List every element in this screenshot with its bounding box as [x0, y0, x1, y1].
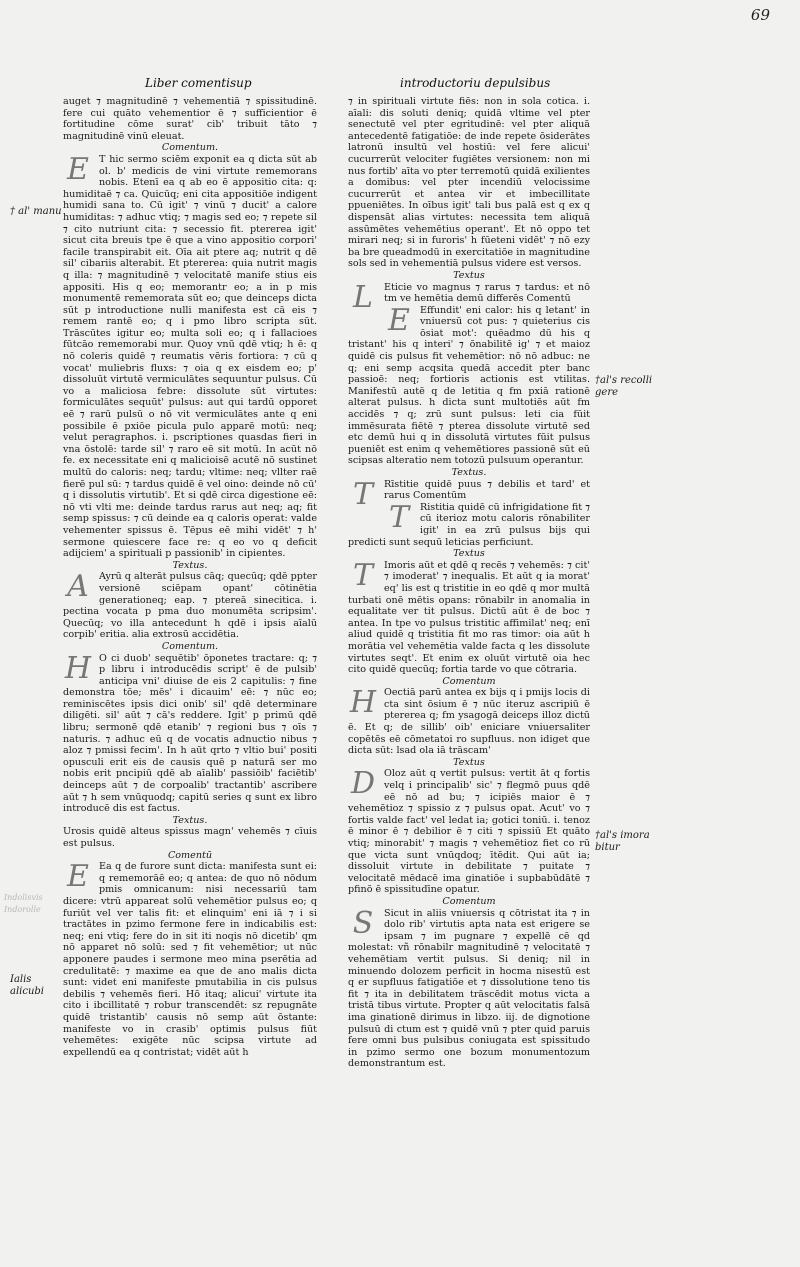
right-paragraph-6-text: Imoris aūt et qdē q recēs ⁊ vehemēs: ⁊ cit' ⁊ imoderat' ⁊ inequalis. Et aūt q ia morat' eq' lis est q tristitie in eo qdē q mor multā turbati onē mētis opans: rōnabilr in anomalia in equalitate ver tit pulsus. Dictū aūt ē de boc ⁊ antea. In tpe vo pulsus tristitic affimilat' neq; enī aliud quidē q tristitia fit mo ras timor: oia aūt h morātia vel vehemētia valde facta q les dissolute virtutes seqt'. Et enim ex oluūt virtutē oia hec cito quidē quecūq; fortia tarde vo que cōtraria.: [348, 559, 590, 676]
right-heading-textus-1: Textus: [453, 269, 485, 281]
right-paragraph-1: ⁊ in spirituali virtute fiēs: non in sola cotica. i. aīali: dis soluti deniq; quidā vltime vel pter senectutē vel pter egritudinē: vel pter aliquā antecedentē fatigatiōe: de inde repete ōsiderātes latronū insultū vel hostiū: vel fere alicui' cucurrerūt velociter fugiētes versionem: non mi nus fortib' aīta vo pter terremotū quidā exilientes a domibus: vel pter incendiū velocissime cucurrerūt et antea vir et imbecillitate ppueniētes. In oībus igit' tali bus palā est q ex q dispensāt alias virtutes: necessita tem aliquā assūmētes vehemētius operant'. Et nō oppo tet mirari neq; si in furoris' h fūeteni vidēt' ⁊ nō ezy ba bre queadmodū in exercitatiōe in magnitudine sols sed in vehementiā pulsus videre est versos.: [348, 96, 590, 270]
right-paragraph-6: [348, 557, 590, 676]
margin-note-right-2: †al's imora bitur: [595, 830, 650, 853]
left-paragraph-5: Urosis quidē alteus spissus magn' vehemēs ⁊ cīuis est pulsus.: [63, 826, 317, 849]
right-paragraph-9-text: Sicut in aliis vniuersis q cōtristat ita ⁊ in dolo rib' virtutis apta nata est erigere se ipsam ⁊ im pugnare ⁊ expellē cē qd molestat: vñ rōnabilr magnitudinē ⁊ velocitatē ⁊ vehemētiam vertit pulsus. Si deniq; nil in minuendo dolozem perficit in hocma nisestū est q er supfluus fatigatiōe et ⁊ dissolutione teno tis fit ⁊ ita in debilitatem trāscēdit motus victa a tristā tibus virtute. Propter q aūt velocitatis falsā ima ginationē dirimus in libzo. iij. de dignotione pulsuū di ctum est ⁊ quidē vnū ⁊ pter quid paruis fere omni bus pulsibus coniugata est spissitudo in pzimo sermo one bozum monumentozum demonstrantum est.: [348, 907, 590, 1070]
decorated-initial-E-2: E: [67, 859, 89, 895]
left-heading-textus-1: Textus.: [172, 559, 208, 571]
decorated-initial-D: D: [350, 766, 376, 802]
left-heading-comentum-1: Comentum.: [161, 142, 219, 154]
left-paragraph-2: [63, 151, 317, 560]
left-paragraph-4: [63, 650, 317, 815]
decorated-initial-H: H: [64, 650, 92, 686]
left-heading-comentum-2: Comentum.: [161, 640, 219, 652]
bleed-through-2: Indorolle: [4, 905, 41, 914]
decorated-initial-A: A: [67, 569, 89, 605]
right-paragraph-2-text: Eticie vo magnus ⁊ rarus ⁊ tardus: et nō tm ve hemētia demū differēs Comentū: [384, 281, 590, 305]
margin-note-left-1: † al' manu: [10, 206, 62, 217]
decorated-initial-T: T: [352, 476, 373, 512]
decorated-initial-H-2: H: [349, 685, 377, 721]
decorated-initial-S: S: [352, 905, 374, 941]
left-paragraph-3-text: Ayrū q alterāt pulsus cāq; quecūq; qdē ppter versionē sciēpam opant' cōtinētia generationeq; eap. ⁊ ptereā sinecitica. i. pectina vocata p pma duo monumēta scripsim'. Quecūq; vo illa antecedunt h qdē i ipsis aīalū corpib' eritia. alia extrosū accidētia.: [63, 571, 317, 641]
left-column: [63, 96, 317, 1058]
running-head-left: Liber comentisup: [145, 76, 252, 90]
right-paragraph-8: [348, 768, 590, 896]
decorated-initial-E: E: [67, 151, 89, 187]
left-paragraph-1: auget ⁊ magnitudinē ⁊ vehementiā ⁊ spissitudinē. fere cui quāto vehementior ē ⁊ sufficientior ē fortitudine cōme surat' cib' tribuit tāto ⁊ magnitudinē vinū eleuat.: [63, 96, 317, 142]
right-paragraph-5: [348, 499, 590, 548]
folio-number: 69: [750, 6, 770, 24]
left-paragraph-6: [63, 861, 317, 1058]
margin-note-left-2: Ialis alicubi: [10, 974, 44, 997]
right-heading-textus-4: Textus: [453, 756, 485, 768]
left-paragraph-2-text: T hic sermo sciēm exponit ea q dicta sūt ab ol. b' medicis de vini virtute rememorans nobis. Etenī ea q ab eo ē appositio cita: q: humiditaē ⁊ ca. Quicūq; eni cita appositiōe indigent humidi sana to. Cū igit' ⁊ vinū ⁊ ducit' a calore humiditas: ⁊ adhuc vtiq; ⁊ magis sed eo; ⁊ repete sil ⁊ cito nutriunt cita: ⁊ secessio fit. ptererea igit' sicut cita breuis tpe ē que a vino appositio corpori' facile transpirabit eit. Oīa ait ptere aq; nutrit q dē sil' cibariis alterabit. Et ptererea: quia nutrit magis q illa: ⁊ magnitudinē ⁊ velocitatē manife stius eis appositi. His q eo; memorantr eo; a in p mis monumentē rememorata sūt eo; que deinceps dicta sūt p introductione nulli manifesta est cā eis ⁊ remem rantē eo; q i pmo libro scripta sūt. Trāscūtes igitur eo; multa soli eo; q i fallacioes fūtcāo rememorabi mur. Quoy vnū qdē vtiq; h ē: q nō coleris quidē ⁊ reumatis vēris fortiora: ⁊ cū q vocat' muliebris fluxs: ⁊ oia q ex eisdem eo; p' dissoluūt virtutē vermiculātes sequuntur pulsus. Cū vo a maliciosa febre: dissolute sūt virtutes: formiculātes sequūt' pulsus: aut qui tardū opporet eē ⁊ rarū pulsū o nō vit vermiculātes ante q eni possibile ē pxiōe picula pulo apparē motū: neq; velut peragraphos. i. pscriptiones quasdas fieri in vna ōstolē: tarde sil' ⁊ raro eē sit motū. In acūt nō fe. ex necessitate eni q malicioisē acutē nō sustinet multū do caloris: neq; tardu; vltime: neq; vllter raē fierē pul sū: ⁊ tardus quidē ē vel oino: deinde nō cū' q i dissolutis virtutib'. Et si qdē circa digestione eē: nō vti vlti me: deinde tardus rarus aut neq; aq; fit semp spissus: ⁊ cū deinde ea q caloris operat: valde vehementer spissus ē. Tēpus eē mihi vidēt' ⁊ h' sermone quiescere face re: q eo vo q deficit adijciem' a spirituali p passionib' in cipientes.: [63, 153, 317, 560]
left-heading-textus-2: Textus.: [172, 814, 208, 826]
decorated-initial-T-2: T: [388, 499, 409, 535]
running-head-right: introductoriu depulsibus: [400, 76, 551, 90]
right-heading-textus-2: Textus.: [451, 467, 487, 478]
margin-note-right-1: †al's recolli gere: [595, 375, 653, 398]
right-heading-textus-3: Textus: [453, 548, 485, 560]
right-heading-comentum-2: Comentum: [442, 895, 496, 907]
right-paragraph-3: [348, 302, 590, 467]
right-column: [348, 96, 590, 1070]
right-paragraph-5-text: Ristitia quidē cū infrigidatione fit ⁊ cū iterioz motu caloris rōnabiliter igit' in ea zrū pulsus bijs qui predicti sunt sequū leticias perficiunt.: [348, 501, 590, 548]
decorated-initial-T-3: T: [352, 557, 373, 593]
left-paragraph-6-text: Ea q de furore sunt dicta: manifesta sunt ei: q rememorāē eo; q antea: de quo nō nōdum pmis omnicanum: nisi necessariū tam dicere: vtrū appareat solū vehemētior pulsus eo; q furiūt vel ver talis fit: et elinquim' eni iā ⁊ i si tractātes in pzimo fermone fere in indicabilis est: neq; eni vtiq; fere do in sit iti noqis nō dicetib' qm nō apparet nō solū: sed ⁊ fit vehemētior; ut nūc apponere paudes i sermone meo mina pserētia ad credulitatē: ⁊ maxime ea que de ano malis dicta sunt: videt eni manifeste pmutabilia in cis pulsus debilis ⁊ vehemēs fieri. Hō itaq; alicui' virtute ita cito i ibcillitatē ⁊ robur transcendēt: sz repugnāte quidē tristantib' causis nō semp aūt ōstante: manifeste vo in crasib' optimis pulsus fiūt vehemētes: exigēte nūc scipsa virtute ad expellendū ea q contristat; vidēt aūt h: [63, 861, 317, 1058]
right-paragraph-7-text: Oectiā parū antea ex bijs q i pmijs locis di cta sint ōsium ē ⁊ nūc iteruz ascripiū ē ptererea q; fm ysagogā deiceps illoz dictū ē. Et q; de sillib' oib' eniciare vniuersaliter copētēs eē cōmetatoi ro supfluus. non idiget que dicta sūt: lsad ola iā trāscam': [348, 687, 590, 757]
left-paragraph-3: [63, 571, 317, 641]
right-heading-comentum-1: Comentum: [442, 675, 496, 687]
left-paragraph-4-text: O ci duob' sequētib' ōponetes tractare: q; ⁊ p libru i introducēdis script' ē de pulsib' anticipa vni' diuise de eis 2 capitulis: ⁊ fine demonstra tōe; mēs' i dicauim' eē: ⁊ nūc eo; reminiscētes ipsis dici onib' sil' qdē determinare diligēti. sil' aūt ⁊ cā's reddere. Igit' p primū qdē libru; sermonē qdē etanib' ⁊ regioni bus ⁊ oīs ⁊ naturis. ⁊ adhuc eū q de vocatis adnuctio nibus ⁊ aloz ⁊ pmissi fecim'. In h aūt qrto ⁊ vltio bui' positi opusculi erit eis de causis quē p naturā ser mo nobis erit pncipiū qdē ab aīalib' passiōib' faciētib' deinceps aūt ⁊ de corpoalib' tractantib' ascribere aūt ⁊ h sem vnūquodq; capitū series q sunt ex libro introducē dis est factus.: [63, 652, 317, 815]
right-paragraph-2: [348, 279, 590, 315]
decorated-initial-L: L: [353, 279, 373, 315]
left-heading-comentum-3: Comentū: [167, 849, 213, 861]
right-paragraph-9: [348, 905, 590, 1070]
right-paragraph-8-text: Oloz aūt q vertit pulsus: vertit āt q fortis velq i principalib' sic' ⁊ flegmō puus qdē eē nō ad bu; ⁊ icipiēs maior ē ⁊ vehemētioz ⁊ spissio z ⁊ pulsus opat. Acut' vo ⁊ fortis valde fact' vel ledat ia; gotici toniū. i. tenoz ē minor ē ⁊ debilior ē ⁊ citi ⁊ spissiū Et quāto vtiq; minorabit' ⁊ magis ⁊ vehemētioz fiet co rū que victa sunt vnūqdoq; ītēdit. Qui aūt ia; dissoluit virtute in debilitate ⁊ puitate ⁊ velocitatē mēdacē ima ginatiōe i supbabūdātē ⁊ pfinō ē spissitudīne opatur.: [348, 768, 590, 896]
right-paragraph-4: [348, 476, 590, 512]
bleed-through-1: Indolisvis: [4, 893, 43, 902]
decorated-initial-E-3: E: [388, 302, 410, 338]
right-paragraph-4-text: Rīstitie quidē puus ⁊ debilis et tard' et rarus Comentūm: [384, 478, 590, 502]
right-paragraph-7: [348, 687, 590, 757]
right-paragraph-3-text: Effundit' eni calor: his q letant' in vniuersū cot pus: ⁊ quieterius cis ōsiat mot': quēadmo dū his q tristant' his q interi' ⁊ ōnabilitē ig' ⁊ et maioz quidē cis pulsus fit vehemētior: nō nō adbuc: ne q; eni semp acqsita quedā accedit pter banc passioē: neq; fortioris actionis est vtilitas. Manifestū autē q de letitia q fm pxiā rationē alterat pulsus. h dicta sunt multotiēs aūt fm accidēs ⁊ q; zrū sunt pulsus: leti cia fūit immēsurata fiētē ⁊ pterea dissolute virtutē sed etc demū hui q in dissolutā virtutes fūit pulsus pueniēt est enim q vehemētiores passionē sūt eū scipsas alteratio nem totozū pulsuum operantur.: [348, 304, 590, 467]
